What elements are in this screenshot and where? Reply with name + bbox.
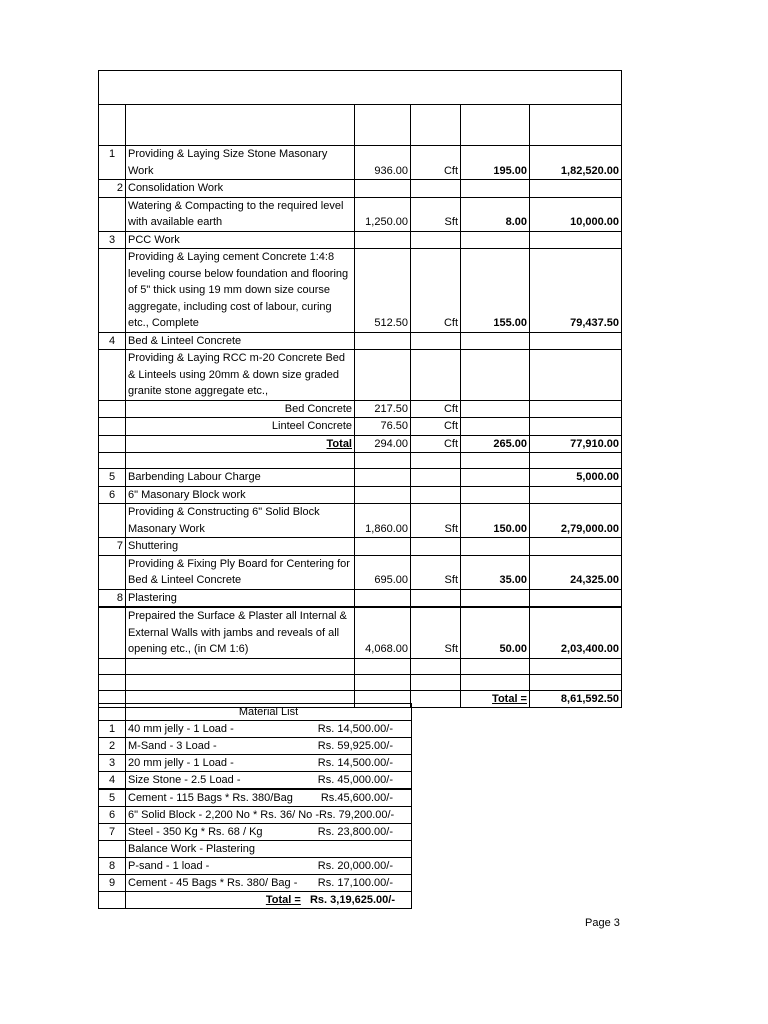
item-description: Shuttering [126, 538, 355, 556]
item-amount: 79,437.50 [530, 249, 622, 333]
material-list-title: Material List [126, 704, 412, 721]
item-description: Plastering [126, 589, 355, 607]
item-rate: 155.00 [461, 249, 530, 333]
item-amount: 77,910.00 [530, 435, 622, 453]
item-number: 7 [99, 538, 126, 556]
item-unit: Sft [411, 555, 461, 589]
table-row [99, 418, 622, 436]
material-number: 3 [99, 755, 126, 772]
item-quantity: 294.00 [355, 435, 411, 453]
material-list-header [99, 704, 412, 721]
item-quantity: 217.50 [355, 400, 411, 418]
material-number: 1 [99, 721, 126, 738]
material-description: 40 mm jelly - 1 Load - [128, 723, 234, 735]
item-quantity: 76.50 [355, 418, 411, 436]
list-item [99, 875, 412, 892]
table-row [99, 146, 622, 180]
list-item [99, 858, 412, 875]
material-price: Rs.45,600.00/- [320, 792, 393, 804]
item-amount: 10,000.00 [530, 197, 622, 231]
list-item [99, 721, 412, 738]
item-quantity: 936.00 [355, 146, 411, 180]
material-description: Steel - 350 Kg * Rs. 68 / Kg [128, 826, 263, 838]
item-number: 5 [99, 469, 126, 487]
item-description: 6" Masonary Block work [126, 486, 355, 504]
table-row [99, 658, 622, 674]
item-amount: 2,79,000.00 [530, 504, 622, 538]
material-price: Rs. 17,100.00/- [317, 877, 393, 889]
item-description: Bed & Linteel Concrete [126, 332, 355, 350]
item-quantity: 1,250.00 [355, 197, 411, 231]
item-rate: 8.00 [461, 197, 530, 231]
item-rate: 50.00 [461, 607, 530, 658]
item-description: Providing & Laying cement Concrete 1:4:8 leveling course below foundation and flooring of 5" thick using 19 mm down size course aggregate, including cost of labour, curing etc., Complete [126, 249, 355, 333]
material-number: 8 [99, 858, 126, 875]
material-description: M-Sand - 3 Load - [128, 740, 217, 752]
item-number: 8 [99, 589, 126, 607]
table-row [99, 180, 622, 198]
table-header-row [99, 105, 622, 146]
material-price: Rs. 23,800.00/- [317, 826, 393, 838]
item-number: 1 [99, 146, 126, 180]
grand-total-amount: 8,61,592.50 [530, 690, 622, 708]
table-row [99, 350, 622, 401]
item-description: Barbending Labour Charge [126, 469, 355, 487]
item-unit: Sft [411, 197, 461, 231]
table-row [99, 674, 622, 690]
table-row [99, 400, 622, 418]
item-number: 2 [99, 180, 126, 198]
table-row [99, 197, 622, 231]
material-description: P-sand - 1 load - [128, 860, 210, 872]
item-number: 6 [99, 486, 126, 504]
material-price: Rs. 14,500.00/- [317, 723, 393, 735]
item-description: Prepaired the Surface & Plaster all Internal & External Walls with jambs and reveals of all opening etc., (in CM 1:6) [126, 607, 355, 658]
item-amount: 2,03,400.00 [530, 607, 622, 658]
material-price: Rs. 59,925.00/- [317, 740, 393, 752]
table-header-blank [99, 71, 622, 105]
table-row [99, 607, 622, 658]
item-rate: 265.00 [461, 435, 530, 453]
item-description: Providing & Constructing 6" Solid Block Masonary Work [126, 504, 355, 538]
material-number: 4 [99, 772, 126, 790]
material-price: Rs. 45,000.00/- [317, 774, 393, 786]
list-item [99, 772, 412, 790]
item-description: Providing & Fixing Ply Board for Centering for Bed & Linteel Concrete [126, 555, 355, 589]
item-amount: 1,82,520.00 [530, 146, 622, 180]
item-unit: Sft [411, 504, 461, 538]
material-description: Cement - 115 Bags * Rs. 380/Bag [128, 792, 293, 804]
item-description: Providing & Laying Size Stone Masonary Work [126, 146, 355, 180]
list-item [99, 738, 412, 755]
item-unit: Sft [411, 607, 461, 658]
material-number: 6 [99, 807, 126, 824]
item-unit: Cft [411, 418, 461, 436]
item-rate: 150.00 [461, 504, 530, 538]
material-number: 2 [99, 738, 126, 755]
table-row [99, 538, 622, 556]
item-amount: 5,000.00 [530, 469, 622, 487]
material-total-label: Total = [265, 894, 301, 906]
item-description: Watering & Compacting to the required level with available earth [126, 197, 355, 231]
subtotal-label: Total [126, 435, 355, 453]
item-quantity: 1,860.00 [355, 504, 411, 538]
item-quantity: 695.00 [355, 555, 411, 589]
material-price: Rs. 14,500.00/- [317, 757, 393, 769]
item-unit: Cft [411, 400, 461, 418]
item-description: Bed Concrete [126, 400, 355, 418]
material-number: 7 [99, 824, 126, 841]
material-number: 5 [99, 789, 126, 807]
item-rate: 195.00 [461, 146, 530, 180]
table-row [99, 453, 622, 469]
table-row [99, 486, 622, 504]
balance-work-heading: Balance Work - Plastering [126, 841, 412, 858]
table-row [99, 249, 622, 333]
item-unit: Cft [411, 249, 461, 333]
list-item [99, 789, 412, 807]
table-row [99, 332, 622, 350]
estimate-table [98, 70, 622, 708]
table-row [99, 435, 622, 453]
item-unit: Cft [411, 435, 461, 453]
item-amount: 24,325.00 [530, 555, 622, 589]
list-item [99, 824, 412, 841]
material-total-price: Rs. 3,19,625.00/- [309, 894, 395, 906]
material-description: Size Stone - 2.5 Load - [128, 774, 241, 786]
item-quantity: 512.50 [355, 249, 411, 333]
material-list-table [98, 703, 412, 909]
item-unit: Cft [411, 146, 461, 180]
material-description: Cement - 45 Bags * Rs. 380/ Bag - [128, 877, 298, 889]
material-number: 9 [99, 875, 126, 892]
material-price: Rs. 79,200.00/- [319, 809, 395, 821]
table-row [99, 555, 622, 589]
item-description: Providing & Laying RCC m-20 Concrete Bed & Linteels using 20mm & down size graded granite stone aggregate etc., [126, 350, 355, 401]
item-description: Consolidation Work [126, 180, 355, 198]
grand-total-label: Total = [492, 692, 527, 705]
list-item [99, 807, 412, 824]
list-item [99, 841, 412, 858]
table-row [99, 469, 622, 487]
page-number: Page 3 [585, 917, 620, 929]
item-number: 3 [99, 231, 126, 249]
material-price: Rs. 20,000.00/- [317, 860, 393, 872]
table-row [99, 589, 622, 607]
item-rate: 35.00 [461, 555, 530, 589]
table-row [99, 504, 622, 538]
table-row [99, 231, 622, 249]
item-quantity: 4,068.00 [355, 607, 411, 658]
list-item [99, 755, 412, 772]
material-total-row [99, 892, 412, 909]
item-number: 4 [99, 332, 126, 350]
item-description: PCC Work [126, 231, 355, 249]
item-description: Linteel Concrete [126, 418, 355, 436]
material-description: 6" Solid Block - 2,200 No * Rs. 36/ No - [128, 809, 319, 821]
material-description: 20 mm jelly - 1 Load - [128, 757, 234, 769]
